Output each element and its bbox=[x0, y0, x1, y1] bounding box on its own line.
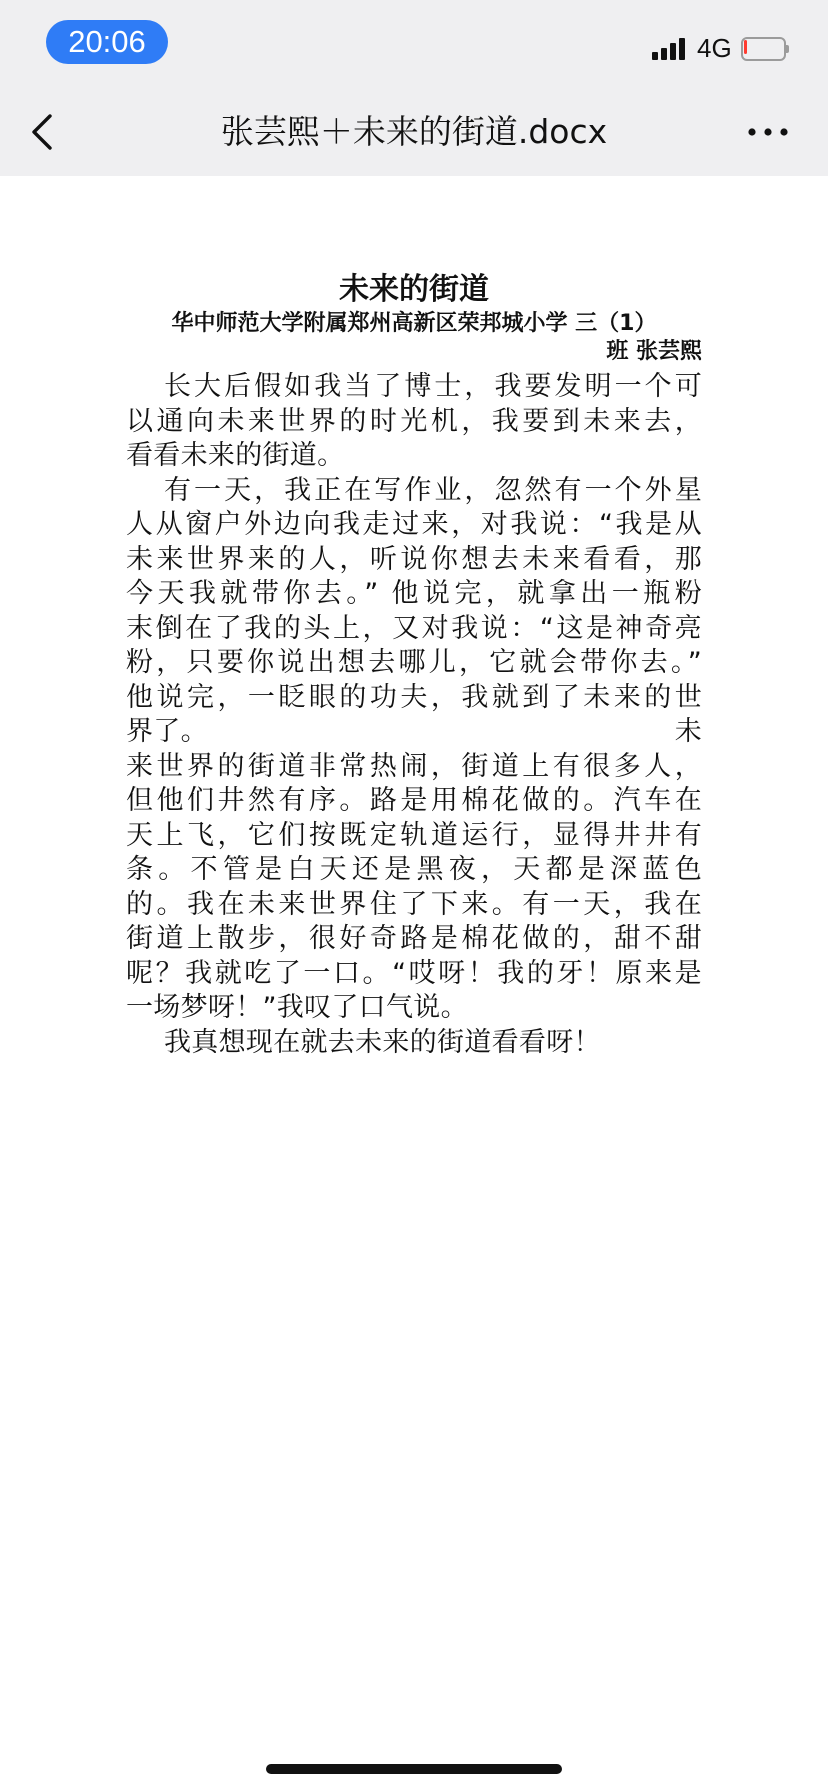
status-time[interactable]: 20:06 bbox=[46, 20, 168, 64]
back-button[interactable] bbox=[18, 106, 70, 158]
body-line-end: 未 bbox=[674, 716, 702, 747]
document-byline-author: 班 张芸熙 bbox=[606, 339, 702, 364]
body-line: 一场梦呀！”我叹了口气说。 bbox=[126, 992, 468, 1023]
body-line: 他说完，一眨眼的功夫，我就到了未来的世 bbox=[126, 681, 702, 713]
top-chrome bbox=[0, 0, 828, 176]
body-line: 看看未来的街道。 bbox=[126, 440, 345, 471]
network-type-label: 4G bbox=[697, 33, 732, 63]
more-dots-icon bbox=[742, 108, 794, 156]
body-line: 我真想现在就去未来的街道看看呀！ bbox=[164, 1026, 601, 1058]
document-page bbox=[126, 270, 702, 1060]
body-line: 的。我在未来世界住了下来。有一天，我在 bbox=[126, 888, 702, 920]
battery-icon bbox=[741, 37, 788, 61]
chevron-left-icon bbox=[18, 106, 70, 158]
body-line: 人从窗户外边向我走过来，对我说：“我是从 bbox=[126, 509, 702, 540]
document-byline-school: 华中师范大学附属郑州高新区荣邦城小学 三（1） bbox=[171, 311, 657, 336]
body-line: 有一天，我正在写作业，忽然有一个外星 bbox=[164, 474, 702, 506]
body-line: 呢？我就吃了一口。“哎呀！我的牙！原来是 bbox=[126, 957, 702, 989]
body-line: 末倒在了我的头上，又对我说：“这是神奇亮 bbox=[126, 612, 702, 644]
body-line: 以通向未来世界的时光机，我要到未来去， bbox=[126, 405, 702, 437]
document-body bbox=[126, 370, 702, 1060]
body-line bbox=[126, 715, 702, 750]
document-filename-title: 张芸熙＋未来的街道.docx bbox=[220, 112, 608, 151]
battery-level-fill bbox=[744, 40, 747, 54]
document-title: 未来的街道 bbox=[339, 272, 489, 307]
body-line: 长大后假如我当了博士，我要发明一个可 bbox=[164, 371, 702, 402]
body-line: 来世界的街道非常热闹，街道上有很多人， bbox=[126, 750, 702, 782]
home-indicator[interactable] bbox=[266, 1764, 562, 1774]
status-bar bbox=[0, 0, 828, 88]
body-line: 街道上散步，很好奇路是棉花做的，甜不甜 bbox=[126, 923, 702, 954]
signal-icon bbox=[652, 36, 690, 60]
body-line: 今天我就带你去。” 他说完，就拿出一瓶粉 bbox=[126, 578, 702, 609]
body-line: 天上飞，它们按既定轨道运行，显得井井有 bbox=[126, 819, 702, 851]
body-line: 但他们井然有序。路是用棉花做的。汽车在 bbox=[126, 785, 702, 816]
body-line: 未来世界来的人，听说你想去未来看看，那 bbox=[126, 543, 702, 575]
body-line-start: 界了。 bbox=[126, 716, 208, 747]
body-line: 粉，只要你说出想去哪儿，它就会带你去。” bbox=[126, 647, 702, 678]
more-options-button[interactable] bbox=[742, 108, 794, 156]
body-line: 条。不管是白天还是黑夜，天都是深蓝色 bbox=[126, 854, 702, 885]
navigation-bar bbox=[0, 88, 828, 176]
